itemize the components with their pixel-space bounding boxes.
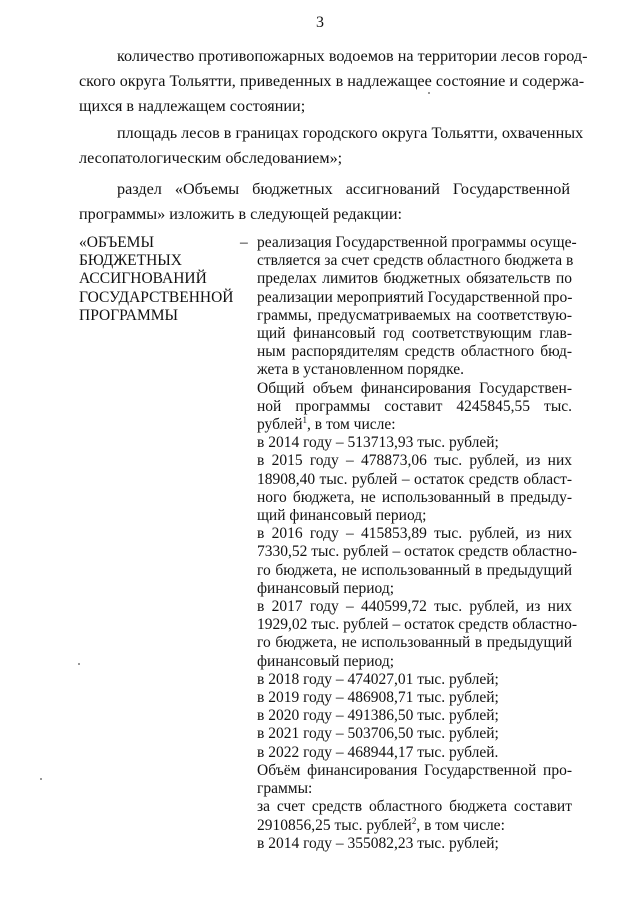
text-line: раздел «Объемы бюджетных ассигнований Государственной: [117, 180, 570, 198]
section-heading: [79, 234, 244, 325]
text-line: реализация Государственной программы осуще-: [257, 234, 577, 251]
year-2020-total: в 2020 году – 491386,50 тыс. рублей;: [257, 707, 499, 725]
year-2022-total: в 2022 году – 468944,17 тыс. рублей.: [257, 743, 499, 761]
text-line: 18908,40 тыс. рублей – остаток средств област-: [257, 470, 572, 488]
text-line: щихся в надлежащем состоянии;: [79, 97, 306, 115]
text-line: финансовый период;: [257, 652, 395, 670]
text-fragment: 2910856,25 тыс. рублей: [257, 816, 412, 834]
text-line: финансовый период;: [257, 579, 395, 597]
text-line: ной программы составит 4245845,55 тыс.: [257, 397, 572, 415]
paragraph-forest-area: [79, 121, 584, 171]
year-2021-total: в 2021 году – 503706,50 тыс. рублей;: [257, 725, 499, 743]
regional-2014-total: в 2014 году – 355082,23 тыс. рублей;: [257, 834, 499, 852]
text-line: лесопатологическим обследованием»;: [79, 149, 343, 167]
text-line: Общий объем финансирования Государствен-: [257, 379, 572, 397]
text-line: реализации мероприятий Государственной про-: [257, 288, 573, 306]
text-line: щий финансовый год соответствующим глав-: [257, 325, 572, 343]
heading-line: ПРОГРАММЫ: [79, 306, 179, 324]
text-line: го бюджета, не использованный в предыдущий: [257, 561, 572, 579]
year-2016-total: в 2016 году – 415853,89 тыс. рублей, из них: [257, 525, 572, 543]
text-line: ского округа Тольятти, приведенных в надлежащее состояние и содержа-: [79, 72, 585, 90]
heading-line: АССИГНОВАНИЙ: [79, 270, 207, 288]
footnote-marker: 2: [411, 815, 417, 826]
text-fragment: , в том числе:: [307, 416, 396, 434]
text-line: ным распорядителям средств областного бюд-: [257, 343, 572, 361]
footnote-marker: 1: [302, 414, 308, 425]
year-2014-total: в 2014 году – 513713,93 тыс. рублей;: [257, 434, 499, 452]
text-line: граммы, предусматриваемых на соответствую-: [257, 306, 572, 324]
page-number: 3: [316, 14, 324, 31]
text-line: количество противопожарных водоемов на территории лесов город-: [117, 47, 588, 65]
regional-budget-total: [257, 817, 572, 835]
text-line: 7330,52 тыс. рублей – остаток средств областно-: [257, 543, 578, 561]
separator-dash: –: [240, 234, 248, 251]
text-line: за счет средств областного бюджета составит: [257, 798, 572, 816]
text-line: го бюджета, не использованный в предыдущий: [257, 634, 572, 652]
heading-line: «ОБЪЕМЫ: [79, 234, 154, 251]
text-line: жета в установленном порядке.: [257, 361, 464, 379]
text-line: [257, 416, 572, 434]
text-fragment: рублей: [257, 416, 303, 434]
scan-speck: [428, 92, 430, 94]
year-2019-total: в 2019 году – 486908,71 тыс. рублей;: [257, 689, 499, 707]
scan-speck: [40, 778, 42, 780]
text-line: пределах лимитов бюджетных обязательств по: [257, 270, 572, 288]
heading-line: ГОСУДАРСТВЕННОЙ: [79, 288, 234, 306]
funding-description: [257, 234, 578, 853]
paragraph-section-replace: [79, 177, 570, 227]
text-fragment: , в том числе:: [416, 816, 505, 834]
text-line: граммы:: [257, 780, 313, 798]
text-line: 1929,02 тыс. рублей – остаток средств областно-: [257, 616, 578, 634]
scan-speck: [78, 663, 80, 665]
text-line: Объём финансирования Государственной про-: [257, 761, 572, 779]
year-2015-total: в 2015 году – 478873,06 тыс. рублей, из них: [257, 452, 572, 470]
year-2017-total: в 2017 году – 440599,72 тыс. рублей, из них: [257, 598, 572, 616]
heading-line: БЮДЖЕТНЫХ: [79, 252, 182, 270]
text-line: площадь лесов в границах городского округа Тольятти, охваченных: [117, 124, 584, 142]
year-2018-total: в 2018 году – 474027,01 тыс. рублей;: [257, 670, 499, 688]
text-line: ствляется за счет средств областного бюджета в: [257, 252, 574, 270]
text-line: программы» изложить в следующей редакции:: [79, 205, 402, 223]
text-line: щий финансовый период;: [257, 507, 427, 525]
paragraph-fire-reservoirs: [79, 44, 588, 119]
text-line: ного бюджета, не использованный в предыду-: [257, 488, 572, 506]
